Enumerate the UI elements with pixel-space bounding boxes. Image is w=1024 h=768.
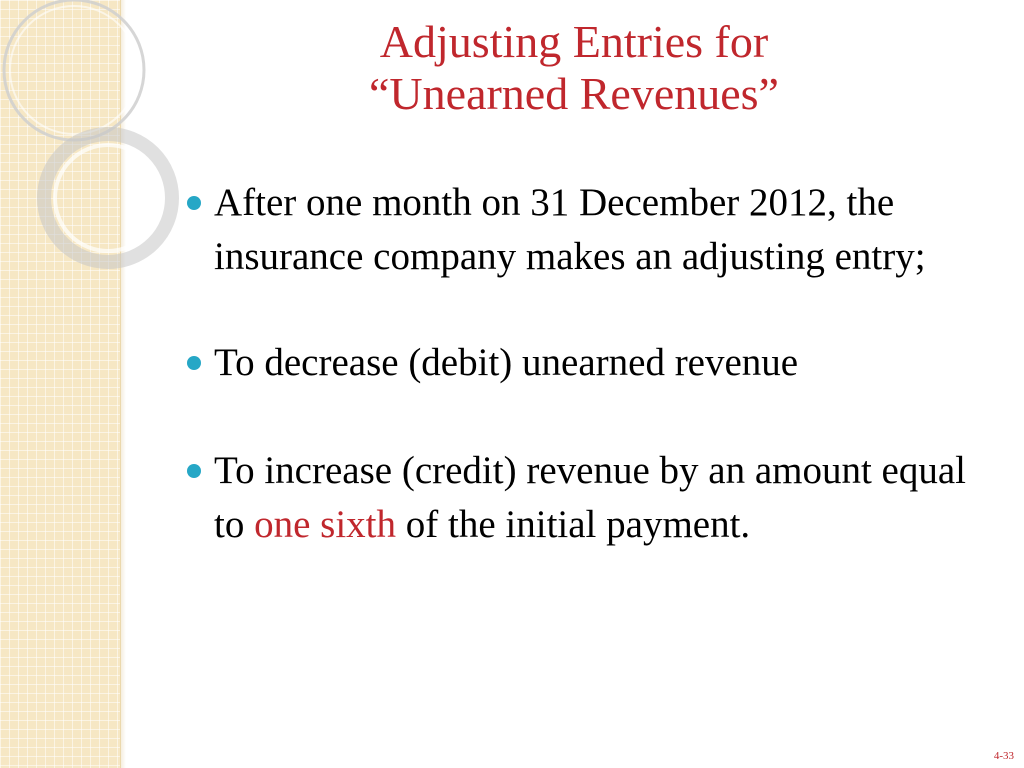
page-number: 4-33	[993, 750, 1014, 762]
slide-title	[250, 16, 898, 120]
bullet-icon	[187, 196, 201, 210]
bullet-text: To decrease (debit) unearned revenue	[214, 341, 799, 384]
bullet-text-before: To increase (credit) revenue by an amount equal to	[214, 449, 967, 546]
bullet-icon	[187, 464, 201, 478]
bullet-item	[184, 176, 994, 284]
bullet-text: After one month on 31 December 2012, the insurance company makes an adjusting entry;	[214, 181, 926, 278]
bullet-item	[184, 336, 994, 390]
decorative-rings-icon	[0, 0, 200, 280]
bullet-item	[184, 444, 994, 552]
bullet-text-after: of the initial payment.	[396, 503, 751, 546]
bullet-icon	[187, 356, 201, 370]
slide-title-line-2: “Unearned Revenues”	[369, 68, 779, 119]
slide-title-line-1: Adjusting Entries for	[379, 16, 769, 67]
highlighted-phrase: one sixth	[254, 503, 397, 546]
bullet-list	[184, 176, 994, 552]
